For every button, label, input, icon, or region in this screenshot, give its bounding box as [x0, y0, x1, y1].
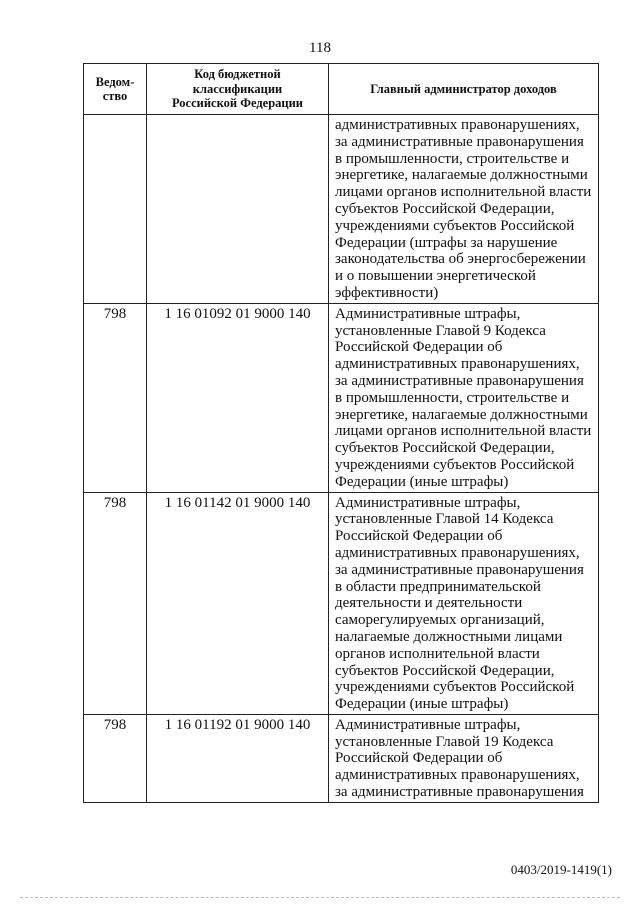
description-line: законодательства об энергосбережении: [335, 251, 586, 268]
admin-description-cell: [329, 303, 599, 492]
table-row: [84, 115, 599, 304]
header-department: [84, 64, 147, 115]
description-line: учреждениями субъектов Российской: [335, 679, 575, 696]
description-line: установленные Главой 14 Кодекса: [335, 511, 554, 528]
table-row: [84, 492, 599, 714]
scan-edge-artifact: [20, 897, 620, 899]
description-line: Российской Федерации об: [335, 528, 503, 545]
description-line: Административные штрафы,: [335, 305, 521, 322]
table-header-row: [84, 64, 599, 115]
description-line: за административные правонарушения: [335, 372, 584, 389]
description-line: субъектов Российской Федерации,: [335, 200, 555, 217]
description-line: за административные правонарушения: [335, 561, 584, 578]
admin-description-cell: [329, 714, 599, 802]
table-row: [84, 714, 599, 802]
description-line: налагаемые должностными лицами: [335, 628, 563, 645]
description-line: Федерации (иные штрафы): [335, 696, 509, 713]
description-line: Административные штрафы,: [335, 716, 521, 733]
table-row: [84, 303, 599, 492]
description-line: деятельности и деятельности: [335, 595, 523, 612]
description-line: энергетике, налагаемые должностными: [335, 406, 588, 423]
page-number: 118: [309, 40, 331, 56]
description-line: административных правонарушениях,: [335, 356, 580, 373]
header-admin-label: Главный администратор доходов: [370, 81, 557, 96]
description-line: за административные правонарушения: [335, 784, 584, 801]
budget-code-cell: 1 16 01192 01 9000 140: [147, 714, 329, 802]
department-cell: 798: [84, 492, 147, 714]
header-code-line: классификации: [192, 81, 283, 96]
header-admin: [329, 64, 599, 115]
description-line: Федерации (штрафы за нарушение: [335, 234, 558, 251]
budget-code-cell: [147, 115, 329, 304]
description-line: лицами органов исполнительной власти: [335, 423, 592, 440]
header-code: [147, 64, 329, 115]
description-line: в промышленности, строительстве и: [335, 150, 570, 167]
description-line: и о повышении энергетической: [335, 268, 536, 285]
budget-code-cell: 1 16 01142 01 9000 140: [147, 492, 329, 714]
description-line: учреждениями субъектов Российской: [335, 217, 575, 234]
description-line: установленные Главой 9 Кодекса: [335, 322, 546, 339]
budget-code-cell: 1 16 01092 01 9000 140: [147, 303, 329, 492]
description-line: Федерации (иные штрафы): [335, 473, 509, 490]
description-line: субъектов Российской Федерации,: [335, 662, 555, 679]
description-line: Административные штрафы,: [335, 494, 521, 511]
document-code: 0403/2019-1419(1): [510, 862, 612, 877]
description-line: лицами органов исполнительной власти: [335, 184, 592, 201]
admin-description-cell: [329, 492, 599, 714]
header-department-label: Ведом-ство: [95, 74, 135, 103]
header-code-line: Российской Федерации: [171, 96, 304, 111]
description-line: административных правонарушениях,: [335, 767, 580, 784]
description-line: эффективности): [335, 284, 439, 301]
description-line: установленные Главой 19 Кодекса: [335, 733, 554, 750]
table-body: [84, 115, 599, 803]
department-cell: [84, 115, 147, 304]
description-line: за административные правонарушения: [335, 133, 584, 150]
description-line: учреждениями субъектов Российской: [335, 456, 575, 473]
description-line: субъектов Российской Федерации,: [335, 440, 555, 457]
description-line: саморегулируемых организаций,: [335, 612, 545, 629]
description-line: административных правонарушениях,: [335, 544, 580, 561]
description-line: в промышленности, строительстве и: [335, 389, 570, 406]
budget-classification-table: [83, 63, 599, 803]
admin-description-cell: [329, 115, 599, 304]
description-line: органов исполнительной власти: [335, 645, 540, 662]
description-line: Российской Федерации об: [335, 750, 503, 767]
description-line: энергетике, налагаемые должностными: [335, 167, 588, 184]
header-code-line: Код бюджетной: [194, 67, 281, 82]
description-line: Российской Федерации об: [335, 339, 503, 356]
description-line: административных правонарушениях,: [335, 117, 580, 133]
description-line: в области предпринимательской: [335, 578, 541, 595]
department-cell: 798: [84, 303, 147, 492]
department-cell: 798: [84, 714, 147, 802]
